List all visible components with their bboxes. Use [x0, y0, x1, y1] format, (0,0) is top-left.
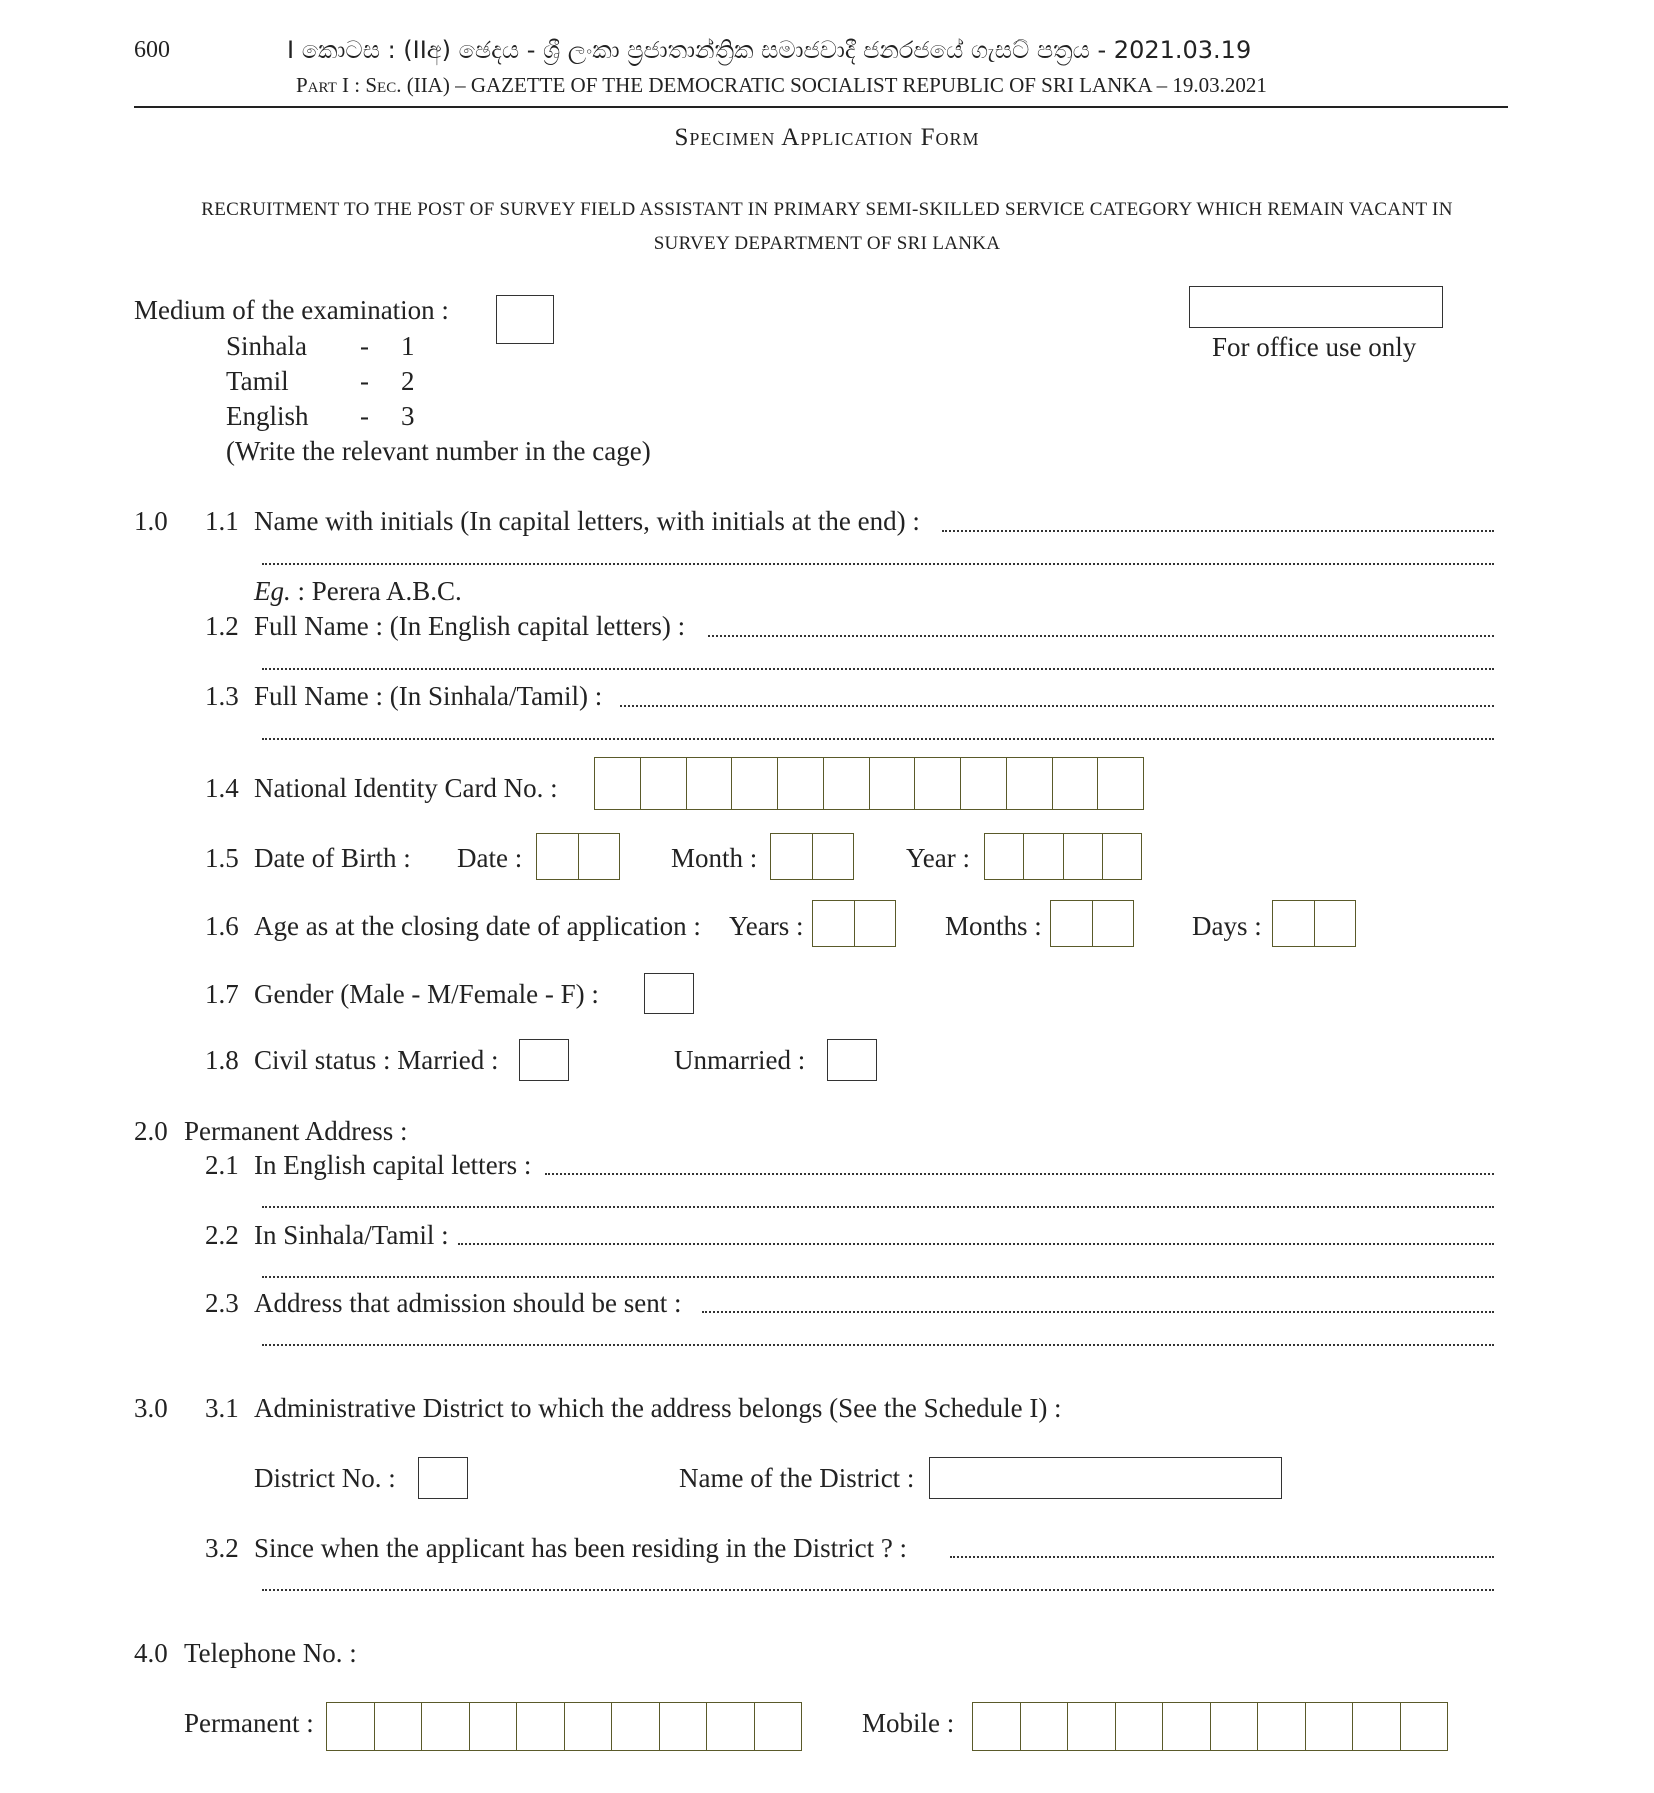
- dob-date-input[interactable]: [536, 833, 620, 880]
- name-initials-line-2[interactable]: [262, 563, 1494, 565]
- header-rule: [134, 106, 1508, 108]
- name-initials-line[interactable]: [942, 530, 1494, 532]
- gender-input[interactable]: [644, 973, 694, 1014]
- medium-option-sinhala: Sinhala: [226, 331, 307, 361]
- office-use-box: [1189, 286, 1443, 328]
- address-sinhala-label: In Sinhala/Tamil :: [254, 1220, 449, 1250]
- district-no-label: District No. :: [254, 1463, 396, 1493]
- age-label: Age as at the closing date of application :: [254, 911, 701, 941]
- full-name-sinhala-label: Full Name : (In Sinhala/Tamil) :: [254, 681, 603, 711]
- q-number: 1.3: [205, 681, 239, 711]
- dob-label: Date of Birth :: [254, 843, 411, 873]
- q-number: 2.1: [205, 1150, 239, 1180]
- unmarried-label: Unmarried :: [674, 1045, 806, 1075]
- dob-year-input[interactable]: [984, 833, 1142, 880]
- q-number: 2.3: [205, 1288, 239, 1318]
- q-number: 1.7: [205, 979, 239, 1009]
- q-number: 1.5: [205, 843, 239, 873]
- dob-month-input[interactable]: [770, 833, 854, 880]
- q-number: 1.1: [205, 506, 239, 536]
- full-name-sinhala-line-2[interactable]: [262, 738, 1494, 740]
- q-number: 1.2: [205, 611, 239, 641]
- medium-instruction: (Write the relevant number in the cage): [226, 436, 651, 466]
- medium-option-english: English: [226, 401, 309, 431]
- form-subtitle-1: RECRUITMENT TO THE POST OF SURVEY FIELD ASSISTANT IN PRIMARY SEMI-SKILLED SERVICE CATEGORY WHICH REMAIN VACANT IN: [201, 199, 1453, 220]
- address-english-line-2[interactable]: [262, 1206, 1494, 1208]
- example-text: Eg. : Perera A.B.C.: [254, 576, 462, 606]
- q-number: 1.8: [205, 1045, 239, 1075]
- full-name-english-label: Full Name : (In English capital letters) :: [254, 611, 686, 641]
- english-header: Part I : Sec. (IIA) – GAZETTE OF THE DEMOCRATIC SOCIALIST REPUBLIC OF SRI LANKA – 19.03.2021: [296, 73, 1267, 97]
- address-sinhala-line[interactable]: [458, 1243, 1494, 1245]
- office-use-label: For office use only: [1212, 332, 1417, 362]
- district-name-label: Name of the District :: [679, 1463, 915, 1493]
- medium-input-box[interactable]: [496, 295, 554, 344]
- medium-num: 2: [401, 366, 415, 396]
- mobile-phone-label: Mobile :: [862, 1708, 955, 1738]
- married-checkbox[interactable]: [519, 1039, 569, 1081]
- district-name-input[interactable]: [929, 1457, 1282, 1499]
- gender-label: Gender (Male - M/Female - F) :: [254, 979, 599, 1009]
- section-1-number: 1.0: [134, 506, 168, 536]
- q-number: 2.2: [205, 1220, 239, 1250]
- medium-num: 3: [401, 401, 415, 431]
- dob-date-label: Date :: [457, 843, 523, 873]
- full-name-english-line[interactable]: [708, 635, 1494, 637]
- district-no-input[interactable]: [418, 1457, 468, 1499]
- admission-address-line[interactable]: [702, 1311, 1494, 1313]
- residing-since-label: Since when the applicant has been residing in the District ? :: [254, 1533, 908, 1563]
- age-months-input[interactable]: [1050, 900, 1134, 947]
- form-subtitle-2: SURVEY DEPARTMENT OF SRI LANKA: [653, 233, 1001, 254]
- q-number: 1.6: [205, 911, 239, 941]
- permanent-address-label: Permanent Address :: [184, 1116, 408, 1146]
- residing-since-line[interactable]: [950, 1556, 1494, 1558]
- medium-label: Medium of the examination :: [134, 295, 449, 325]
- q-number: 3.1: [205, 1393, 239, 1423]
- civil-status-label: Civil status : Married :: [254, 1045, 499, 1075]
- unmarried-checkbox[interactable]: [827, 1039, 877, 1081]
- q-number: 3.2: [205, 1533, 239, 1563]
- name-initials-label: Name with initials (In capital letters, with initials at the end) :: [254, 506, 920, 536]
- full-name-english-line-2[interactable]: [262, 668, 1494, 670]
- age-years-input[interactable]: [812, 900, 896, 947]
- age-days-label: Days :: [1192, 911, 1262, 941]
- residing-since-line-2[interactable]: [262, 1589, 1494, 1591]
- form-title: Specimen Application Form: [674, 124, 980, 151]
- page-number: 600: [134, 37, 170, 63]
- mobile-phone-input[interactable]: [972, 1702, 1448, 1751]
- admission-address-line-2[interactable]: [262, 1344, 1494, 1346]
- age-months-label: Months :: [945, 911, 1042, 941]
- address-english-line[interactable]: [545, 1173, 1494, 1175]
- address-sinhala-line-2[interactable]: [262, 1276, 1494, 1278]
- section-2-number: 2.0: [134, 1116, 168, 1146]
- permanent-phone-input[interactable]: [326, 1702, 802, 1751]
- age-days-input[interactable]: [1272, 900, 1356, 947]
- medium-dash: -: [360, 366, 369, 396]
- permanent-phone-label: Permanent :: [184, 1708, 314, 1738]
- q-number: 1.4: [205, 773, 239, 803]
- nic-label: National Identity Card No. :: [254, 773, 558, 803]
- medium-num: 1: [401, 331, 415, 361]
- section-3-number: 3.0: [134, 1393, 168, 1423]
- dob-year-label: Year :: [906, 843, 971, 873]
- telephone-label: Telephone No. :: [184, 1638, 357, 1668]
- medium-dash: -: [360, 331, 369, 361]
- dob-month-label: Month :: [671, 843, 758, 873]
- medium-dash: -: [360, 401, 369, 431]
- age-years-label: Years :: [729, 911, 804, 941]
- district-question-label: Administrative District to which the address belongs (See the Schedule I) :: [254, 1393, 1062, 1423]
- sinhala-header: I කොටස : (IIඅ) ඡෙදය - ශ්‍රී ලංකා ප්‍රජාතාන්ත්‍රික සමාජවාදී ජනරජයේ ගැසට් පත්‍රය - 2021.03.19: [287, 36, 1252, 64]
- medium-option-tamil: Tamil: [226, 366, 289, 396]
- nic-input-grid[interactable]: [594, 757, 1144, 810]
- full-name-sinhala-line[interactable]: [620, 705, 1494, 707]
- admission-address-label: Address that admission should be sent :: [254, 1288, 682, 1318]
- section-4-number: 4.0: [134, 1638, 168, 1668]
- address-english-label: In English capital letters :: [254, 1150, 532, 1180]
